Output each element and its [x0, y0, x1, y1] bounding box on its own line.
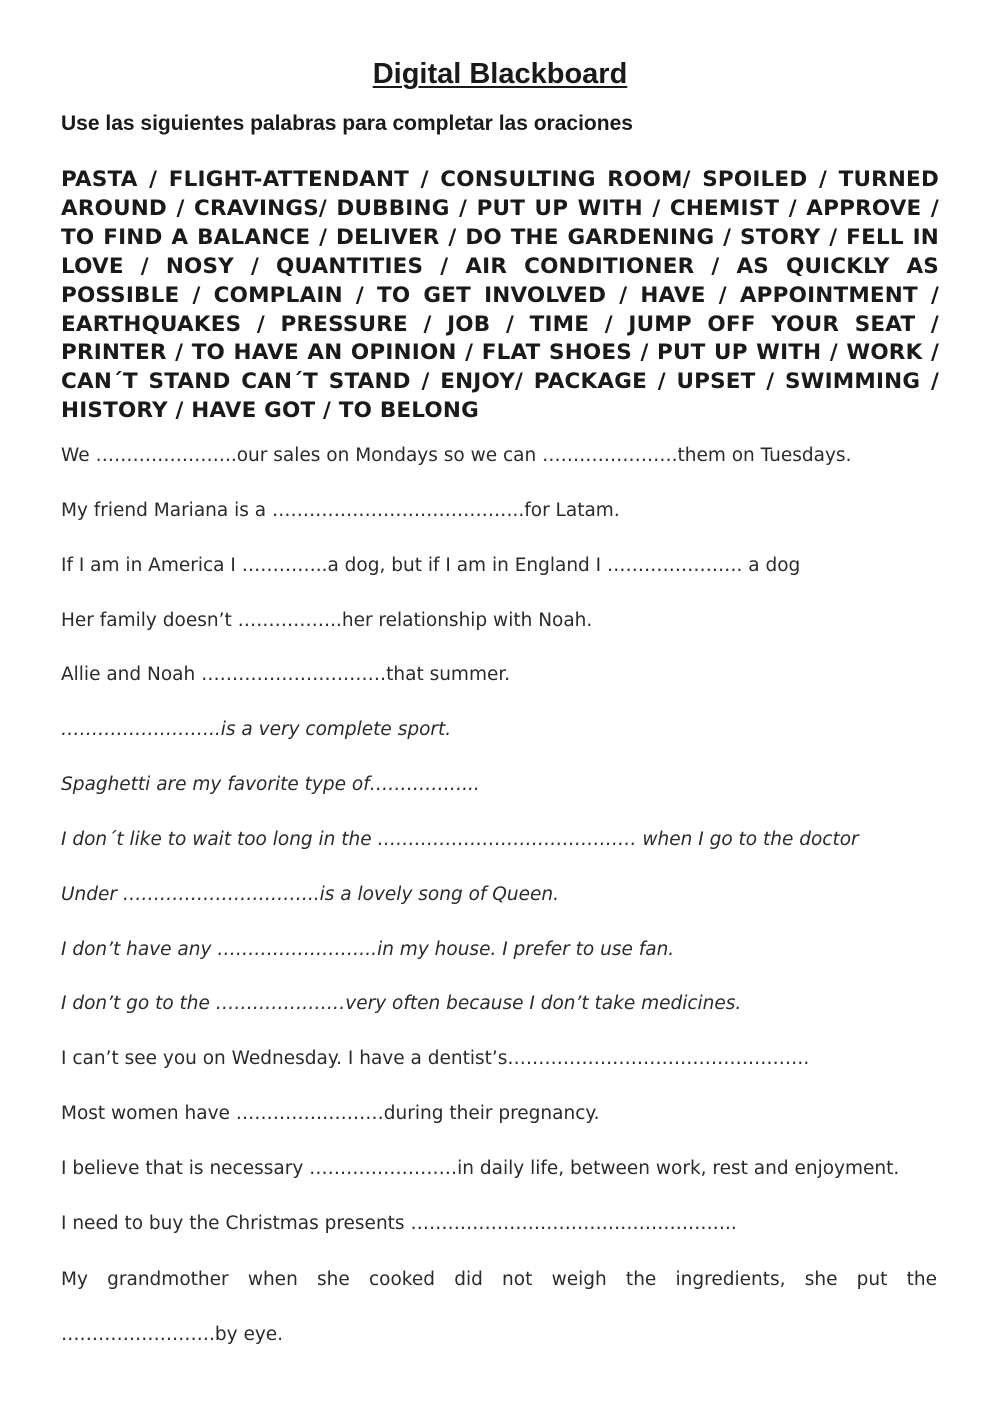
page-title: Digital Blackboard: [372, 58, 628, 90]
sentence-7: Spaghetti are my favorite type of……………...: [61, 774, 480, 795]
sentence-10: I don’t have any ……………………..in my house. I prefer to use fan.: [61, 939, 675, 960]
sentence-6: ……………………..is a very complete sport.: [61, 719, 452, 740]
sentence-8: I don´t like to wait too long in the …………………………………… when I go to the doctor: [61, 829, 859, 850]
instruction-text: Use las siguientes palabras para completar las oraciones: [61, 112, 633, 135]
sentence-4: Her family doesn’t ……………..her relationship with Noah.: [61, 610, 593, 631]
sentence-12: I can’t see you on Wednesday. I have a dentist’s………………………………………….: [61, 1048, 810, 1069]
word-bank: PASTA / FLIGHT-ATTENDANT / CONSULTING ROOM/ SPOILED / TURNED AROUND / CRAVINGS/ DUBBING / PUT UP WITH / CHEMIST / APPROVE / TO FIND A BALANCE / DELIVER / DO THE GARDENING / STORY / FELL IN LOVE / NOSY / QUANTITIES / AIR CONDITIONER / AS QUICKLY AS POSSIBLE / COMPLAIN / TO GET INVOLVED / HAVE / APPOINTMENT / EARTHQUAKES / PRESSURE / JOB / TIME / JUMP OFF YOUR SEAT / PRINTER / TO HAVE AN OPINION / FLAT SHOES / PUT UP WITH / WORK / CAN´T STAND CAN´T STAND / ENJOY/ PACKAGE / UPSET / SWIMMING / HISTORY / HAVE GOT / TO BELONG: [61, 167, 939, 424]
sentence-14: I believe that is necessary ……………………in daily life, between work, rest and enjoyment.: [61, 1158, 900, 1179]
sentence-13: Most women have ……………………during their pregnancy.: [61, 1103, 600, 1124]
sentence-3: If I am in America I …………..a dog, but if I am in England I …………………. a dog: [61, 555, 801, 576]
sentence-16: My grandmother when she cooked did not weigh the ingredients, she put the …………………….by eye.: [61, 1269, 937, 1345]
sentence-2: My friend Mariana is a …………………………………..for Latam.: [61, 500, 620, 521]
sentence-5: Allie and Noah …………………………that summer.: [61, 664, 511, 685]
sentence-9: Under …………………………..is a lovely song of Queen.: [61, 884, 559, 905]
sentence-11: I don’t go to the …………………very often because I don’t take medicines.: [61, 993, 742, 1014]
sentence-15: I need to buy the Christmas presents ……………………………………………..: [61, 1213, 737, 1234]
sentence-1: We …………………..our sales on Mondays so we can ………………….them on Tuesdays.: [61, 445, 852, 466]
